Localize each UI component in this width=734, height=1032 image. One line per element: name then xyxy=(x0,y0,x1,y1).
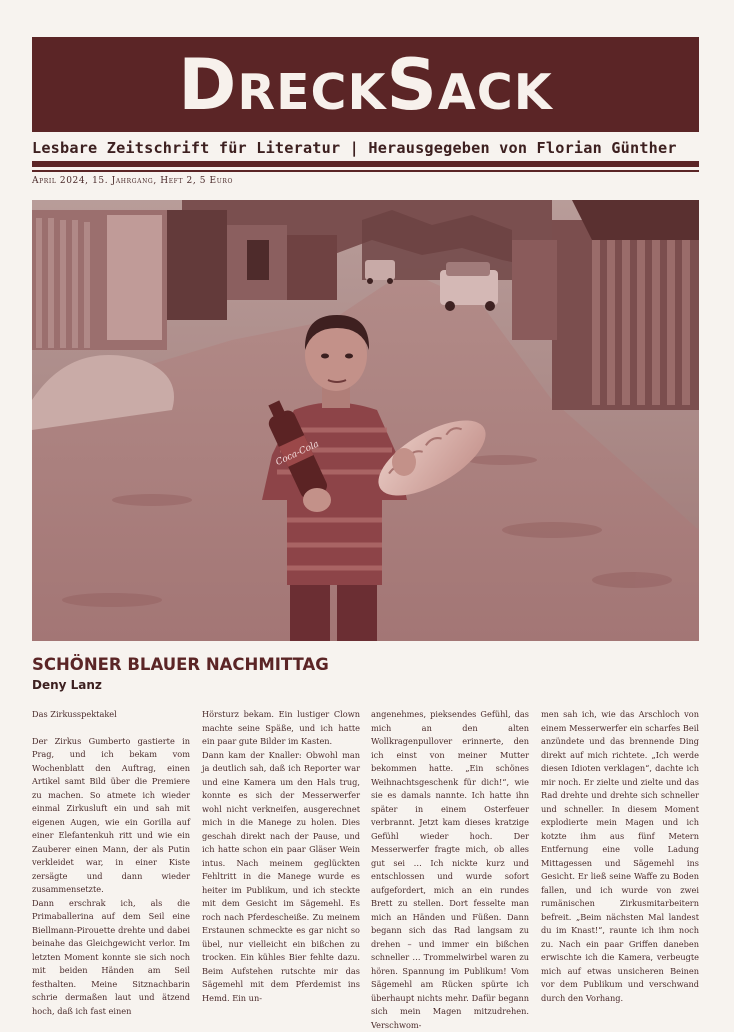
article-column-4 xyxy=(541,708,699,1003)
header-rule-thick xyxy=(32,161,699,167)
article-paragraph: men sah ich, wie das Arschloch von einem Messerwerfer ein scharfes Beil anzündete und das brennende Ding direkt auf mich richtete. „Ich werde diesen Idioten verklagen“, dachte ich mir noch. Er zielte und zielte und das Rad drehte und drehte sich schneller und schneller. In diesem Moment explodierte mein Magen und ich kotzte ihm aus fünf Metern Entfernung eine volle Ladung Mittagessen und Sägemehl ins Gesicht. Er ließ seine Waffe zu Boden fallen, und ich wurde von zwei rumänischen Zirkusmitarbeitern befreit. „Beim nächsten Mal landest du im Knast!“, raunte ich ihm noch zu. Nach ein paar Griffen daneben erwischte ich die Kamera, verbeugte mich auf etwas unsicheren Beinen vor dem Publikum und verschwand durch den Vorhang. xyxy=(541,709,699,1003)
magazine-subtitle: Lesbare Zeitschrift für Literatur | Herausgegeben von Florian Günther xyxy=(32,139,677,157)
parked-car-right xyxy=(440,262,498,311)
header-rule-thin xyxy=(32,170,699,172)
article-title: SCHÖNER BLAUER NACHMITTAG xyxy=(32,655,329,674)
article-paragraph: Dann erschrak ich, als die Primaballerina auf dem Seil eine Biellmann-Pirouette drehte und dabei beinahe das Gleichgewicht verlor. Im letzten Moment konnte sie sich noch mit beiden Händen am Seil festhalten. Meine Sitznachbarin schrie dermaßen laut und ätzend hoch, daß ich fast einen xyxy=(32,897,190,1016)
article-paragraph: Der Zirkus Gumberto gastierte in Prag, und ich bekam vom Wochenblatt den Auftrag, einen Artikel samt Bild über die Premiere zu machen. So atmete ich wieder einmal Zirkusluft ein und sah mit eigenen Augen, wie ein Gorilla auf einer Elefantenkuh ritt und wie ein Zauberer einen Mann, der als Putin verkleidet war, in einer Kiste zersägte und dann wieder zusammensetzte. xyxy=(32,735,190,894)
article-paragraph: Dann kam der Knaller: Obwohl man ja deutlich sah, daß ich Reporter war und eine Kamera um den Hals trug, konnte es sich der Messerwerfer wohl nicht verkneifen, ausgerechnet mich in die Manege zu holen. Dies geschah direkt nach der Pause, und ich hatte schon ein paar Gläser Wein intus. Nach meinem geglückten Fehltritt in die Manege wurde es heiter im Publikum, und ich steckte mit dem Gesicht im Sägemehl. Es roch nach Pferdescheiße. Zu meinem Erstaunen schmeckte es gar nicht so übel, nur vielleicht ein bißchen zu trocken. Ein kühles Bier fehlte dazu. Beim Aufstehen rutschte mir das Sägemehl mit dem Pferdemist ins Hemd. Ein un- xyxy=(202,749,360,1003)
article-author: Deny Lanz xyxy=(32,678,102,692)
article-column-1 xyxy=(32,708,190,1016)
masthead-banner xyxy=(32,37,699,132)
cover-photo xyxy=(32,200,699,641)
issue-info: April 2024, 15. Jahrgang, Heft 2, 5 Euro xyxy=(32,176,234,186)
article-column-3 xyxy=(371,708,529,1030)
magazine-title: DreckSack xyxy=(178,43,553,126)
article-paragraph: Hörsturz bekam. Ein lustiger Clown machte seine Späße, und ich hatte ein paar gute Bilder im Kasten. xyxy=(202,709,360,746)
bottle-label: Coca-Cola xyxy=(274,439,321,468)
cover-photo-illustration xyxy=(32,200,699,641)
article-column-2 xyxy=(202,708,360,1003)
section-heading: Das Zirkusspektakel xyxy=(32,709,117,719)
article-paragraph: angenehmes, pieksendes Gefühl, das mich an den alten Wollkragenpullover erinnerte, den ich einst von meiner Mutter bekommen hatte. „Ein schönes Weihnachtsgeschenk für dich!“, wie sie es damals nannte. Ich hatte ihn später in einem Osterfeuer verbrannt. Jetzt kam dieses kratzige Gefühl wieder hoch. Der Messerwerfer fragte mich, ob alles gut sei … Ich nickte kurz und entschlossen und wurde sofort aufgefordert, mich an ein rundes Brett zu stellen. Dort fesselte man mich an Händen und Füßen. Dann begann sich das Rad langsam zu drehen – und immer ein bißchen schneller … Trommelwirbel waren zu hören. Spannung im Publikum! Vom Sägemehl am Rücken spürte ich überhaupt nichts mehr. Dafür begann sich mein Magen mitzudrehen. Verschwom- xyxy=(371,709,529,1030)
